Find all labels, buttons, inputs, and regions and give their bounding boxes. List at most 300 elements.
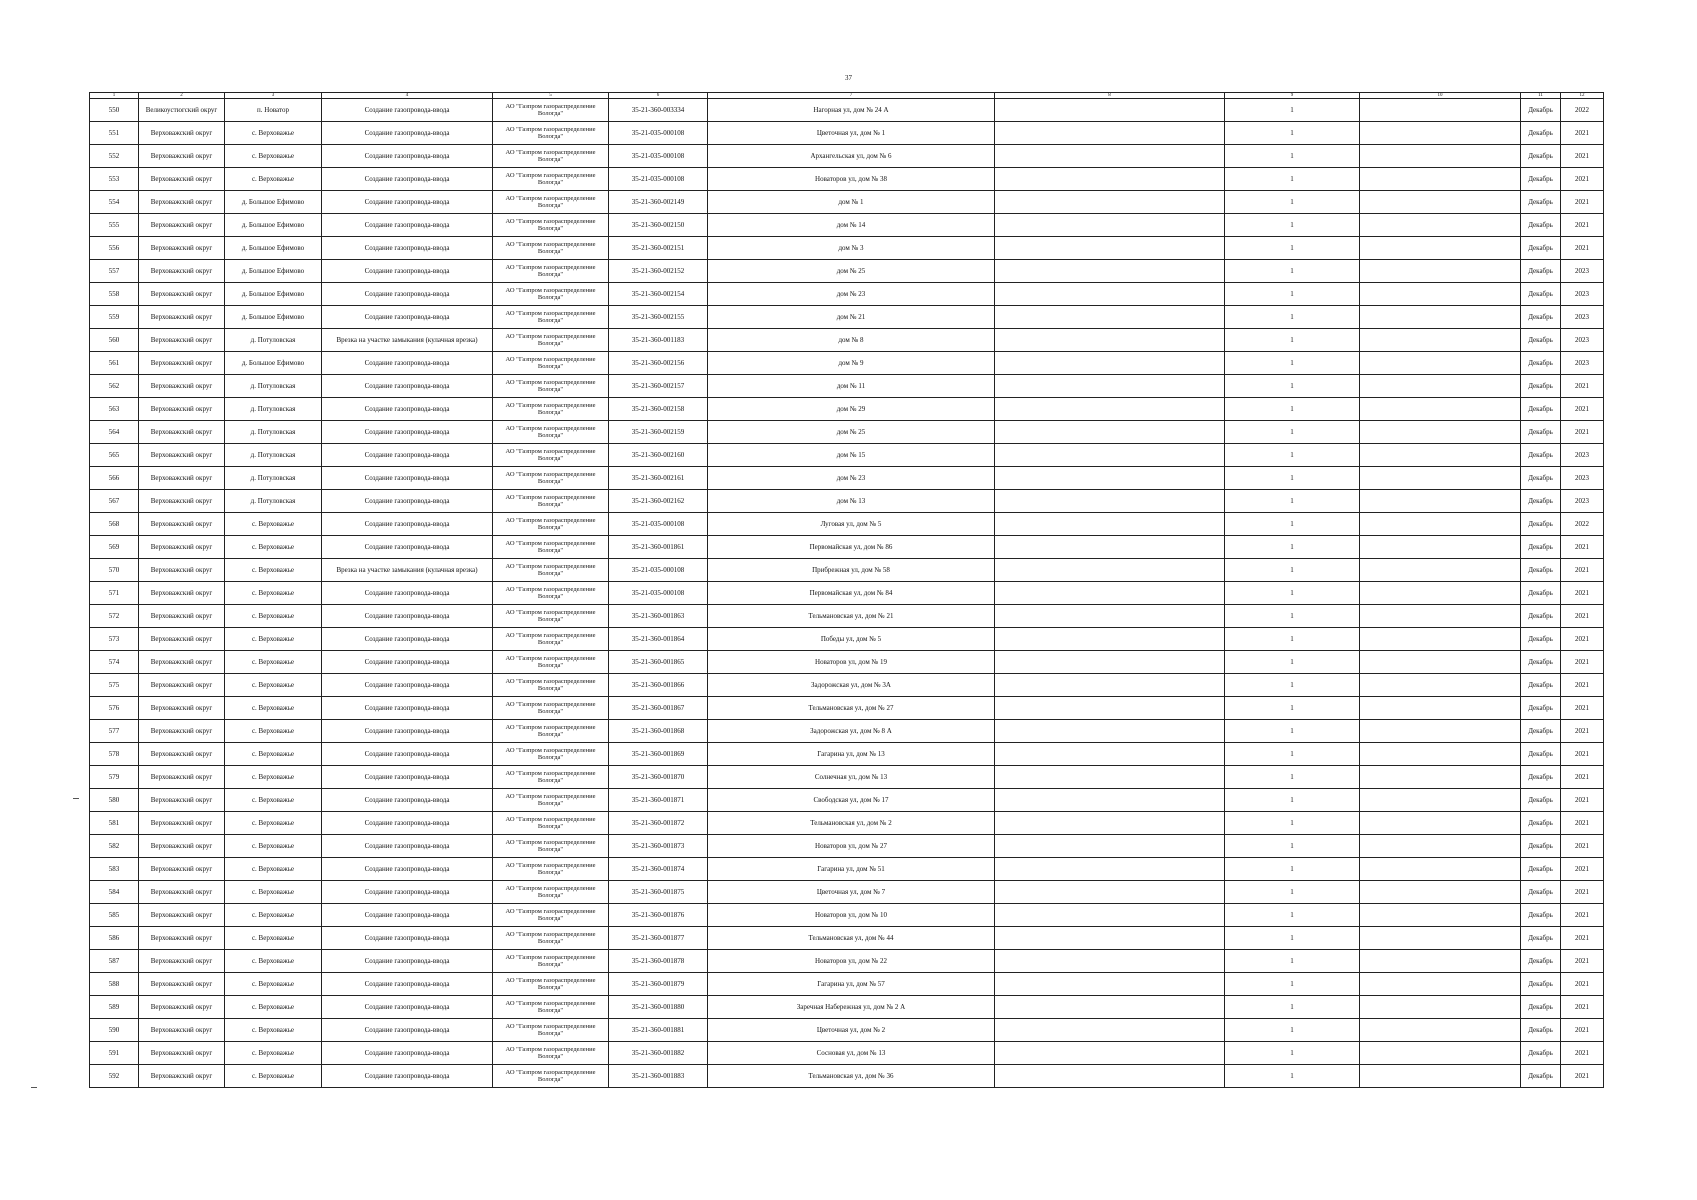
table-row xyxy=(90,697,1604,720)
cell-organization: АО "Газпром газораспределение Вологда" xyxy=(493,628,609,651)
cell-month: Декабрь xyxy=(1521,881,1561,904)
cell-address: Тельмановская ул, дом № 27 xyxy=(708,697,995,720)
cell-quantity: 1 xyxy=(1225,513,1360,536)
cell-row-number: 580 xyxy=(90,789,139,812)
cell-quantity: 1 xyxy=(1225,789,1360,812)
cell-year: 2021 xyxy=(1561,950,1604,973)
table-row xyxy=(90,720,1604,743)
cell-address: дом № 15 xyxy=(708,444,995,467)
cell-district: Верховажский округ xyxy=(139,398,225,421)
cell-district: Верховажский округ xyxy=(139,697,225,720)
cell-col-10 xyxy=(1360,1042,1521,1065)
cell-work-type: Создание газопровода-ввода xyxy=(322,582,493,605)
table-row xyxy=(90,145,1604,168)
cell-district: Верховажский округ xyxy=(139,306,225,329)
cell-row-number: 578 xyxy=(90,743,139,766)
cell-col-10 xyxy=(1360,1019,1521,1042)
cell-settlement: д. Большое Ефимово xyxy=(225,214,322,237)
cell-address: Новаторов ул, дом № 27 xyxy=(708,835,995,858)
cell-col-10 xyxy=(1360,904,1521,927)
cell-row-number: 592 xyxy=(90,1065,139,1088)
cell-row-number: 584 xyxy=(90,881,139,904)
cell-work-type: Создание газопровода-ввода xyxy=(322,789,493,812)
cell-col-10 xyxy=(1360,789,1521,812)
cell-month: Декабрь xyxy=(1521,697,1561,720)
cell-organization: АО "Газпром газораспределение Вологда" xyxy=(493,1042,609,1065)
header-cell-col-8: 8 xyxy=(995,93,1225,99)
cell-code: 35-21-360-001875 xyxy=(609,881,708,904)
cell-work-type: Создание газопровода-ввода xyxy=(322,513,493,536)
cell-row-number: 579 xyxy=(90,766,139,789)
cell-code: 35-21-360-002150 xyxy=(609,214,708,237)
cell-month: Декабрь xyxy=(1521,605,1561,628)
cell-col-8 xyxy=(995,398,1225,421)
page-number: 37 xyxy=(845,74,852,82)
cell-district: Верховажский округ xyxy=(139,582,225,605)
cell-month: Декабрь xyxy=(1521,559,1561,582)
cell-col-8 xyxy=(995,858,1225,881)
cell-col-10 xyxy=(1360,973,1521,996)
cell-row-number: 557 xyxy=(90,260,139,283)
cell-quantity: 1 xyxy=(1225,697,1360,720)
cell-col-8 xyxy=(995,720,1225,743)
cell-district: Верховажский округ xyxy=(139,996,225,1019)
header-cell-address: 7 xyxy=(708,93,995,99)
cell-year: 2021 xyxy=(1561,421,1604,444)
table-row xyxy=(90,99,1604,122)
cell-settlement: с. Верховажье xyxy=(225,858,322,881)
cell-quantity: 1 xyxy=(1225,421,1360,444)
cell-settlement: д. Потуловская xyxy=(225,490,322,513)
cell-quantity: 1 xyxy=(1225,950,1360,973)
header-cell-year: 12 xyxy=(1561,93,1604,99)
cell-address: Новаторов ул, дом № 10 xyxy=(708,904,995,927)
cell-col-8 xyxy=(995,214,1225,237)
cell-quantity: 1 xyxy=(1225,260,1360,283)
cell-settlement: с. Верховажье xyxy=(225,559,322,582)
cell-col-10 xyxy=(1360,214,1521,237)
cell-col-8 xyxy=(995,996,1225,1019)
cell-row-number: 573 xyxy=(90,628,139,651)
cell-work-type: Создание газопровода-ввода xyxy=(322,398,493,421)
table-row xyxy=(90,352,1604,375)
cell-year: 2021 xyxy=(1561,789,1604,812)
cell-district: Верховажский округ xyxy=(139,651,225,674)
cell-address: Цветочная ул, дом № 1 xyxy=(708,122,995,145)
cell-row-number: 591 xyxy=(90,1042,139,1065)
cell-col-8 xyxy=(995,766,1225,789)
cell-organization: АО "Газпром газораспределение Вологда" xyxy=(493,168,609,191)
cell-district: Верховажский округ xyxy=(139,329,225,352)
cell-settlement: с. Верховажье xyxy=(225,582,322,605)
cell-address: дом № 29 xyxy=(708,398,995,421)
header-cell-work-type: 4 xyxy=(322,93,493,99)
cell-col-8 xyxy=(995,789,1225,812)
cell-organization: АО "Газпром газораспределение Вологда" xyxy=(493,950,609,973)
cell-work-type: Создание газопровода-ввода xyxy=(322,214,493,237)
table-row xyxy=(90,559,1604,582)
cell-district: Верховажский округ xyxy=(139,260,225,283)
cell-code: 35-21-360-001870 xyxy=(609,766,708,789)
cell-settlement: с. Верховажье xyxy=(225,743,322,766)
cell-year: 2021 xyxy=(1561,1065,1604,1088)
cell-code: 35-21-360-002160 xyxy=(609,444,708,467)
cell-col-8 xyxy=(995,467,1225,490)
cell-col-10 xyxy=(1360,743,1521,766)
cell-district: Верховажский округ xyxy=(139,467,225,490)
cell-work-type: Создание газопровода-ввода xyxy=(322,145,493,168)
cell-settlement: с. Верховажье xyxy=(225,628,322,651)
cell-month: Декабрь xyxy=(1521,766,1561,789)
cell-work-type: Создание газопровода-ввода xyxy=(322,674,493,697)
cell-settlement: с. Верховажье xyxy=(225,973,322,996)
table-row xyxy=(90,329,1604,352)
cell-district: Верховажский округ xyxy=(139,375,225,398)
cell-month: Декабрь xyxy=(1521,444,1561,467)
cell-quantity: 1 xyxy=(1225,858,1360,881)
cell-district: Верховажский округ xyxy=(139,1065,225,1088)
cell-settlement: с. Верховажье xyxy=(225,881,322,904)
cell-col-8 xyxy=(995,927,1225,950)
cell-organization: АО "Газпром газораспределение Вологда" xyxy=(493,260,609,283)
cell-organization: АО "Газпром газораспределение Вологда" xyxy=(493,145,609,168)
cell-code: 35-21-360-001883 xyxy=(609,1065,708,1088)
cell-code: 35-21-360-002161 xyxy=(609,467,708,490)
cell-code: 35-21-360-002158 xyxy=(609,398,708,421)
cell-col-10 xyxy=(1360,306,1521,329)
cell-col-8 xyxy=(995,375,1225,398)
cell-year: 2023 xyxy=(1561,283,1604,306)
cell-address: Тельмановская ул, дом № 36 xyxy=(708,1065,995,1088)
cell-code: 35-21-360-001863 xyxy=(609,605,708,628)
cell-month: Декабрь xyxy=(1521,789,1561,812)
cell-code: 35-21-360-002159 xyxy=(609,421,708,444)
cell-quantity: 1 xyxy=(1225,352,1360,375)
cell-work-type: Создание газопровода-ввода xyxy=(322,651,493,674)
cell-code: 35-21-360-001183 xyxy=(609,329,708,352)
cell-organization: АО "Газпром газораспределение Вологда" xyxy=(493,835,609,858)
cell-organization: АО "Газпром газораспределение Вологда" xyxy=(493,812,609,835)
cell-code: 35-21-360-001877 xyxy=(609,927,708,950)
cell-organization: АО "Газпром газораспределение Вологда" xyxy=(493,743,609,766)
cell-code: 35-21-360-001868 xyxy=(609,720,708,743)
cell-work-type: Создание газопровода-ввода xyxy=(322,996,493,1019)
table-row xyxy=(90,513,1604,536)
cell-month: Декабрь xyxy=(1521,99,1561,122)
cell-year: 2021 xyxy=(1561,375,1604,398)
cell-address: Первомайская ул, дом № 84 xyxy=(708,582,995,605)
table-row xyxy=(90,674,1604,697)
cell-month: Декабрь xyxy=(1521,720,1561,743)
cell-code: 35-21-360-001866 xyxy=(609,674,708,697)
cell-month: Декабрь xyxy=(1521,145,1561,168)
cell-quantity: 1 xyxy=(1225,329,1360,352)
cell-col-8 xyxy=(995,651,1225,674)
cell-col-10 xyxy=(1360,375,1521,398)
cell-district: Верховажский округ xyxy=(139,237,225,260)
cell-code: 35-21-360-001869 xyxy=(609,743,708,766)
cell-year: 2021 xyxy=(1561,122,1604,145)
cell-address: дом № 1 xyxy=(708,191,995,214)
cell-year: 2021 xyxy=(1561,145,1604,168)
cell-address: Заречная Набережная ул, дом № 2 А xyxy=(708,996,995,1019)
cell-col-8 xyxy=(995,329,1225,352)
cell-year: 2023 xyxy=(1561,352,1604,375)
cell-col-10 xyxy=(1360,950,1521,973)
table-row xyxy=(90,260,1604,283)
cell-code: 35-21-360-001876 xyxy=(609,904,708,927)
header-cell-organization: 5 xyxy=(493,93,609,99)
cell-col-8 xyxy=(995,582,1225,605)
cell-code: 35-21-360-001867 xyxy=(609,697,708,720)
cell-year: 2021 xyxy=(1561,697,1604,720)
cell-code: 35-21-360-002162 xyxy=(609,490,708,513)
cell-organization: АО "Газпром газораспределение Вологда" xyxy=(493,237,609,260)
cell-row-number: 589 xyxy=(90,996,139,1019)
cell-district: Верховажский округ xyxy=(139,628,225,651)
table-row xyxy=(90,605,1604,628)
cell-organization: АО "Газпром газораспределение Вологда" xyxy=(493,398,609,421)
cell-settlement: с. Верховажье xyxy=(225,789,322,812)
cell-col-8 xyxy=(995,697,1225,720)
header-cell-row-number: 1 xyxy=(90,93,139,99)
cell-col-8 xyxy=(995,352,1225,375)
cell-quantity: 1 xyxy=(1225,122,1360,145)
cell-col-10 xyxy=(1360,191,1521,214)
table-row xyxy=(90,927,1604,950)
cell-work-type: Создание газопровода-ввода xyxy=(322,467,493,490)
cell-quantity: 1 xyxy=(1225,651,1360,674)
cell-year: 2021 xyxy=(1561,1042,1604,1065)
cell-organization: АО "Газпром газораспределение Вологда" xyxy=(493,605,609,628)
cell-work-type: Врезка на участке замыкания (кулачная врезка) xyxy=(322,329,493,352)
cell-row-number: 565 xyxy=(90,444,139,467)
cell-month: Декабрь xyxy=(1521,812,1561,835)
cell-address: Победы ул, дом № 5 xyxy=(708,628,995,651)
cell-col-8 xyxy=(995,973,1225,996)
cell-address: Гагарина ул, дом № 51 xyxy=(708,858,995,881)
cell-month: Декабрь xyxy=(1521,628,1561,651)
cell-quantity: 1 xyxy=(1225,628,1360,651)
cell-district: Верховажский округ xyxy=(139,513,225,536)
cell-code: 35-21-360-002152 xyxy=(609,260,708,283)
table-row xyxy=(90,881,1604,904)
cell-work-type: Создание газопровода-ввода xyxy=(322,237,493,260)
cell-row-number: 551 xyxy=(90,122,139,145)
cell-organization: АО "Газпром газораспределение Вологда" xyxy=(493,881,609,904)
cell-address: Прибрежная ул, дом № 58 xyxy=(708,559,995,582)
cell-address: дом № 23 xyxy=(708,467,995,490)
cell-district: Верховажский округ xyxy=(139,881,225,904)
header-cell-settlement: 3 xyxy=(225,93,322,99)
cell-row-number: 564 xyxy=(90,421,139,444)
cell-row-number: 550 xyxy=(90,99,139,122)
cell-month: Декабрь xyxy=(1521,996,1561,1019)
cell-year: 2021 xyxy=(1561,605,1604,628)
table-row xyxy=(90,858,1604,881)
cell-code: 35-21-360-001864 xyxy=(609,628,708,651)
cell-col-10 xyxy=(1360,766,1521,789)
cell-month: Декабрь xyxy=(1521,168,1561,191)
cell-col-10 xyxy=(1360,996,1521,1019)
cell-organization: АО "Газпром газораспределение Вологда" xyxy=(493,99,609,122)
cell-district: Верховажский округ xyxy=(139,973,225,996)
cell-district: Верховажский округ xyxy=(139,490,225,513)
cell-year: 2021 xyxy=(1561,996,1604,1019)
cell-work-type: Создание газопровода-ввода xyxy=(322,720,493,743)
cell-col-10 xyxy=(1360,260,1521,283)
cell-district: Верховажский округ xyxy=(139,168,225,191)
cell-month: Декабрь xyxy=(1521,237,1561,260)
cell-year: 2021 xyxy=(1561,582,1604,605)
cell-district: Верховажский округ xyxy=(139,122,225,145)
cell-col-10 xyxy=(1360,99,1521,122)
cell-col-10 xyxy=(1360,674,1521,697)
header-cell-col-10: 10 xyxy=(1360,93,1521,99)
cell-month: Декабрь xyxy=(1521,973,1561,996)
cell-row-number: 575 xyxy=(90,674,139,697)
cell-settlement: д. Потуловская xyxy=(225,421,322,444)
cell-work-type: Создание газопровода-ввода xyxy=(322,881,493,904)
cell-row-number: 560 xyxy=(90,329,139,352)
cell-col-8 xyxy=(995,490,1225,513)
cell-row-number: 553 xyxy=(90,168,139,191)
table-row xyxy=(90,490,1604,513)
cell-row-number: 569 xyxy=(90,536,139,559)
table-row xyxy=(90,904,1604,927)
cell-month: Декабрь xyxy=(1521,950,1561,973)
cell-quantity: 1 xyxy=(1225,720,1360,743)
table-row xyxy=(90,582,1604,605)
cell-year: 2021 xyxy=(1561,168,1604,191)
cell-code: 35-21-360-002151 xyxy=(609,237,708,260)
cell-year: 2021 xyxy=(1561,927,1604,950)
cell-year: 2021 xyxy=(1561,835,1604,858)
cell-work-type: Врезка на участке замыкания (кулачная врезка) xyxy=(322,559,493,582)
cell-quantity: 1 xyxy=(1225,536,1360,559)
cell-col-10 xyxy=(1360,536,1521,559)
cell-row-number: 559 xyxy=(90,306,139,329)
cell-row-number: 568 xyxy=(90,513,139,536)
cell-row-number: 587 xyxy=(90,950,139,973)
cell-organization: АО "Газпром газораспределение Вологда" xyxy=(493,375,609,398)
table-row xyxy=(90,766,1604,789)
cell-col-8 xyxy=(995,835,1225,858)
cell-quantity: 1 xyxy=(1225,605,1360,628)
cell-col-10 xyxy=(1360,812,1521,835)
table-row xyxy=(90,306,1604,329)
cell-col-10 xyxy=(1360,858,1521,881)
cell-quantity: 1 xyxy=(1225,559,1360,582)
cell-district: Верховажский округ xyxy=(139,927,225,950)
cell-district: Верховажский округ xyxy=(139,812,225,835)
cell-work-type: Создание газопровода-ввода xyxy=(322,835,493,858)
cell-organization: АО "Газпром газораспределение Вологда" xyxy=(493,1065,609,1088)
cell-address: дом № 21 xyxy=(708,306,995,329)
table-row xyxy=(90,789,1604,812)
margin-mark xyxy=(31,1087,37,1088)
cell-quantity: 1 xyxy=(1225,1065,1360,1088)
cell-code: 35-21-360-001881 xyxy=(609,1019,708,1042)
cell-organization: АО "Газпром газораспределение Вологда" xyxy=(493,858,609,881)
cell-code: 35-21-035-000108 xyxy=(609,513,708,536)
cell-col-10 xyxy=(1360,628,1521,651)
cell-col-8 xyxy=(995,743,1225,766)
cell-organization: АО "Газпром газораспределение Вологда" xyxy=(493,352,609,375)
cell-work-type: Создание газопровода-ввода xyxy=(322,1065,493,1088)
table-row xyxy=(90,421,1604,444)
cell-address: Нагорная ул, дом № 24 А xyxy=(708,99,995,122)
cell-district: Верховажский округ xyxy=(139,743,225,766)
table-row xyxy=(90,1065,1604,1088)
cell-address: дом № 8 xyxy=(708,329,995,352)
cell-quantity: 1 xyxy=(1225,145,1360,168)
cell-district: Верховажский округ xyxy=(139,674,225,697)
cell-quantity: 1 xyxy=(1225,1042,1360,1065)
cell-quantity: 1 xyxy=(1225,237,1360,260)
cell-col-8 xyxy=(995,881,1225,904)
cell-address: Новаторов ул, дом № 38 xyxy=(708,168,995,191)
cell-address: дом № 23 xyxy=(708,283,995,306)
cell-organization: АО "Газпром газораспределение Вологда" xyxy=(493,191,609,214)
table-row xyxy=(90,835,1604,858)
cell-row-number: 590 xyxy=(90,1019,139,1042)
cell-work-type: Создание газопровода-ввода xyxy=(322,306,493,329)
cell-code: 35-21-360-003334 xyxy=(609,99,708,122)
cell-settlement: с. Верховажье xyxy=(225,927,322,950)
cell-year: 2021 xyxy=(1561,904,1604,927)
cell-col-8 xyxy=(995,674,1225,697)
cell-row-number: 574 xyxy=(90,651,139,674)
cell-year: 2023 xyxy=(1561,444,1604,467)
cell-address: Гагарина ул, дом № 57 xyxy=(708,973,995,996)
cell-code: 35-21-035-000108 xyxy=(609,559,708,582)
cell-work-type: Создание газопровода-ввода xyxy=(322,260,493,283)
cell-code: 35-21-360-001879 xyxy=(609,973,708,996)
cell-row-number: 567 xyxy=(90,490,139,513)
cell-quantity: 1 xyxy=(1225,996,1360,1019)
cell-settlement: с. Верховажье xyxy=(225,1042,322,1065)
cell-organization: АО "Газпром газораспределение Вологда" xyxy=(493,513,609,536)
cell-district: Верховажский округ xyxy=(139,789,225,812)
cell-district: Верховажский округ xyxy=(139,559,225,582)
cell-organization: АО "Газпром газораспределение Вологда" xyxy=(493,582,609,605)
cell-address: дом № 25 xyxy=(708,260,995,283)
cell-year: 2021 xyxy=(1561,628,1604,651)
cell-quantity: 1 xyxy=(1225,973,1360,996)
cell-work-type: Создание газопровода-ввода xyxy=(322,421,493,444)
cell-work-type: Создание газопровода-ввода xyxy=(322,858,493,881)
cell-district: Верховажский округ xyxy=(139,421,225,444)
header-cell-quantity: 9 xyxy=(1225,93,1360,99)
cell-work-type: Создание газопровода-ввода xyxy=(322,99,493,122)
cell-col-10 xyxy=(1360,329,1521,352)
cell-work-type: Создание газопровода-ввода xyxy=(322,375,493,398)
cell-address: дом № 11 xyxy=(708,375,995,398)
cell-settlement: д. Потуловская xyxy=(225,444,322,467)
cell-address: Архангельская ул, дом № 6 xyxy=(708,145,995,168)
cell-col-8 xyxy=(995,536,1225,559)
cell-address: дом № 14 xyxy=(708,214,995,237)
cell-settlement: с. Верховажье xyxy=(225,674,322,697)
table-row xyxy=(90,398,1604,421)
cell-address: Солнечная ул, дом № 13 xyxy=(708,766,995,789)
cell-address: дом № 25 xyxy=(708,421,995,444)
cell-code: 35-21-360-001882 xyxy=(609,1042,708,1065)
cell-district: Верховажский округ xyxy=(139,536,225,559)
cell-month: Декабрь xyxy=(1521,352,1561,375)
cell-organization: АО "Газпром газораспределение Вологда" xyxy=(493,1019,609,1042)
